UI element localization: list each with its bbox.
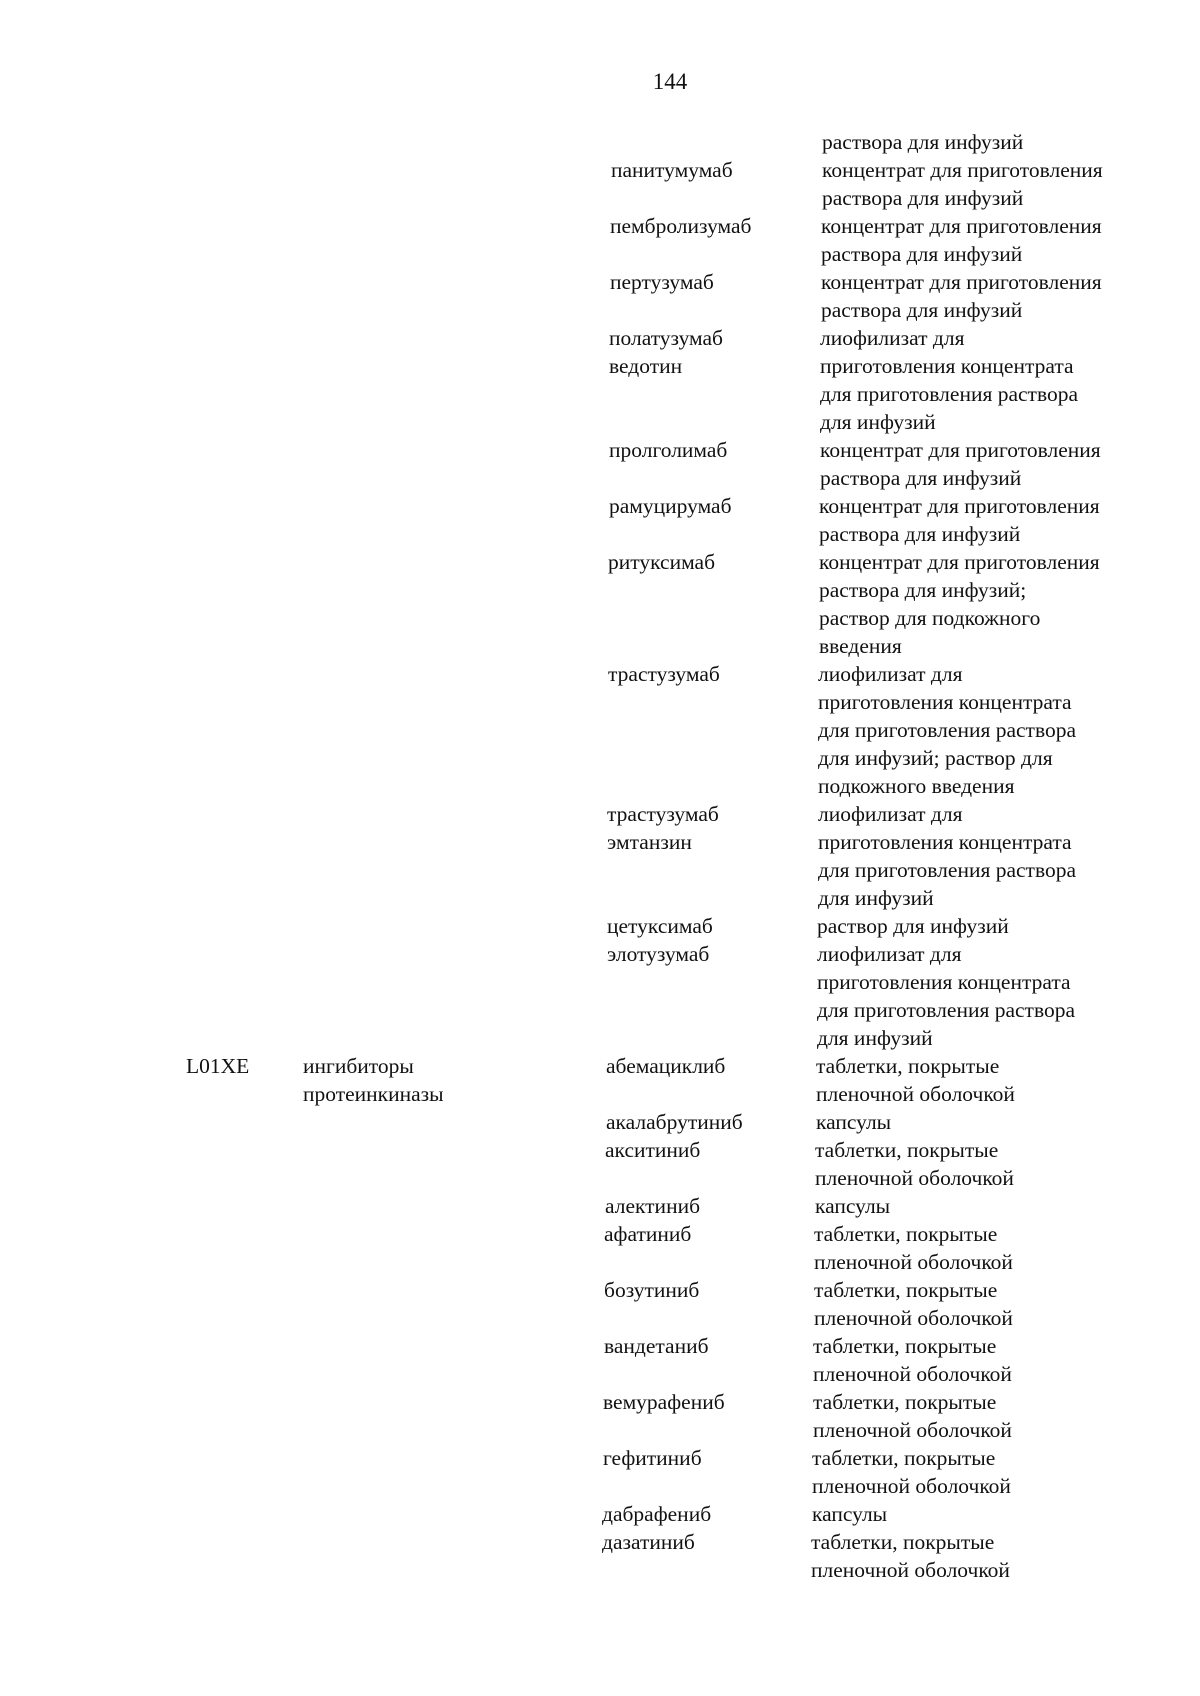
table-row	[0, 128, 1200, 156]
table-row	[0, 548, 1200, 660]
page-number: 144	[652, 69, 688, 94]
dosage-form: капсулы	[815, 1194, 891, 1218]
dosage-form: концентрат для приготовления раствора для инфузий; раствор для подкожного введения	[819, 550, 1100, 658]
drug-name: афатиниб	[604, 1222, 692, 1246]
drug-name: пертузумаб	[610, 270, 714, 294]
dosage-form: концентрат для приготовления раствора для инфузий	[821, 270, 1102, 322]
dosage-form: концентрат для приготовления раствора для инфузий	[819, 494, 1100, 546]
drug-name: цетуксимаб	[607, 914, 713, 938]
table-row	[0, 912, 1200, 940]
table-row	[0, 660, 1200, 800]
drug-name: ритуксимаб	[608, 550, 716, 574]
drug-name: трастузумаб эмтанзин	[607, 802, 719, 854]
dosage-form: концентрат для приготовления раствора для инфузий	[822, 158, 1103, 210]
dosage-form: таблетки, покрытые пленочной оболочкой	[813, 1390, 1012, 1442]
drug-name: акситиниб	[605, 1138, 701, 1162]
dosage-form: таблетки, покрытые пленочной оболочкой	[811, 1530, 1010, 1582]
drug-name: дазатиниб	[602, 1530, 695, 1554]
drug-name: бозутиниб	[604, 1278, 700, 1302]
table-row	[0, 1108, 1200, 1136]
drug-name: рамуцирумаб	[609, 494, 732, 518]
drug-name: полатузумаб ведотин	[609, 326, 723, 378]
drug-name: трастузумаб	[608, 662, 720, 686]
table-row	[0, 436, 1200, 492]
drug-name: пролголимаб	[609, 438, 728, 462]
drug-name: вемурафениб	[603, 1390, 725, 1414]
table-row	[0, 1192, 1200, 1220]
table-row	[0, 1528, 1200, 1584]
drug-table	[0, 128, 1200, 1584]
dosage-form: концентрат для приготовления раствора для инфузий	[820, 438, 1101, 490]
table-row	[0, 1220, 1200, 1276]
dosage-form: таблетки, покрытые пленочной оболочкой	[814, 1278, 1013, 1330]
table-row	[0, 156, 1200, 212]
table-row	[0, 212, 1200, 268]
drug-name: абемациклиб	[606, 1054, 726, 1078]
drug-name: акалабрутиниб	[606, 1110, 743, 1134]
table-row	[0, 324, 1200, 436]
table-row	[0, 940, 1200, 1052]
dosage-form: лиофилизат для приготовления концентрата для приготовления раствора для инфузий	[818, 802, 1076, 910]
dosage-form: раствора для инфузий	[822, 130, 1024, 154]
table-row	[0, 1332, 1200, 1388]
dosage-form: капсулы	[812, 1502, 888, 1526]
dosage-form: лиофилизат для приготовления концентрата для приготовления раствора для инфузий	[817, 942, 1075, 1050]
table-row	[0, 1052, 1200, 1108]
drug-name: дабрафениб	[602, 1502, 712, 1526]
dosage-form: лиофилизат для приготовления концентрата для приготовления раствора для инфузий; раствор для подкожного введения	[818, 662, 1076, 798]
drug-group: ингибиторы протеинкиназы	[303, 1054, 444, 1106]
dosage-form: концентрат для приготовления раствора для инфузий	[821, 214, 1102, 266]
dosage-form: таблетки, покрытые пленочной оболочкой	[816, 1054, 1015, 1106]
table-row	[0, 1388, 1200, 1444]
dosage-form: капсулы	[816, 1110, 892, 1134]
atc-code: L01XE	[186, 1054, 250, 1078]
dosage-form: таблетки, покрытые пленочной оболочкой	[813, 1334, 1012, 1386]
drug-name: гефитиниб	[603, 1446, 702, 1470]
table-row	[0, 1444, 1200, 1500]
table-row	[0, 800, 1200, 912]
dosage-form: таблетки, покрытые пленочной оболочкой	[815, 1138, 1014, 1190]
table-row	[0, 1500, 1200, 1528]
dosage-form: таблетки, покрытые пленочной оболочкой	[812, 1446, 1011, 1498]
drug-name: элотузумаб	[607, 942, 710, 966]
dosage-form: лиофилизат для приготовления концентрата для приготовления раствора для инфузий	[820, 326, 1078, 434]
table-row	[0, 268, 1200, 324]
drug-name: вандетаниб	[604, 1334, 709, 1358]
table-row	[0, 492, 1200, 548]
table-row	[0, 1136, 1200, 1192]
table-row	[0, 1276, 1200, 1332]
dosage-form: таблетки, покрытые пленочной оболочкой	[814, 1222, 1013, 1274]
drug-name: алектиниб	[605, 1194, 701, 1218]
drug-name: панитумумаб	[611, 158, 733, 182]
drug-name: пембролизумаб	[610, 214, 752, 238]
dosage-form: раствор для инфузий	[817, 914, 1009, 938]
